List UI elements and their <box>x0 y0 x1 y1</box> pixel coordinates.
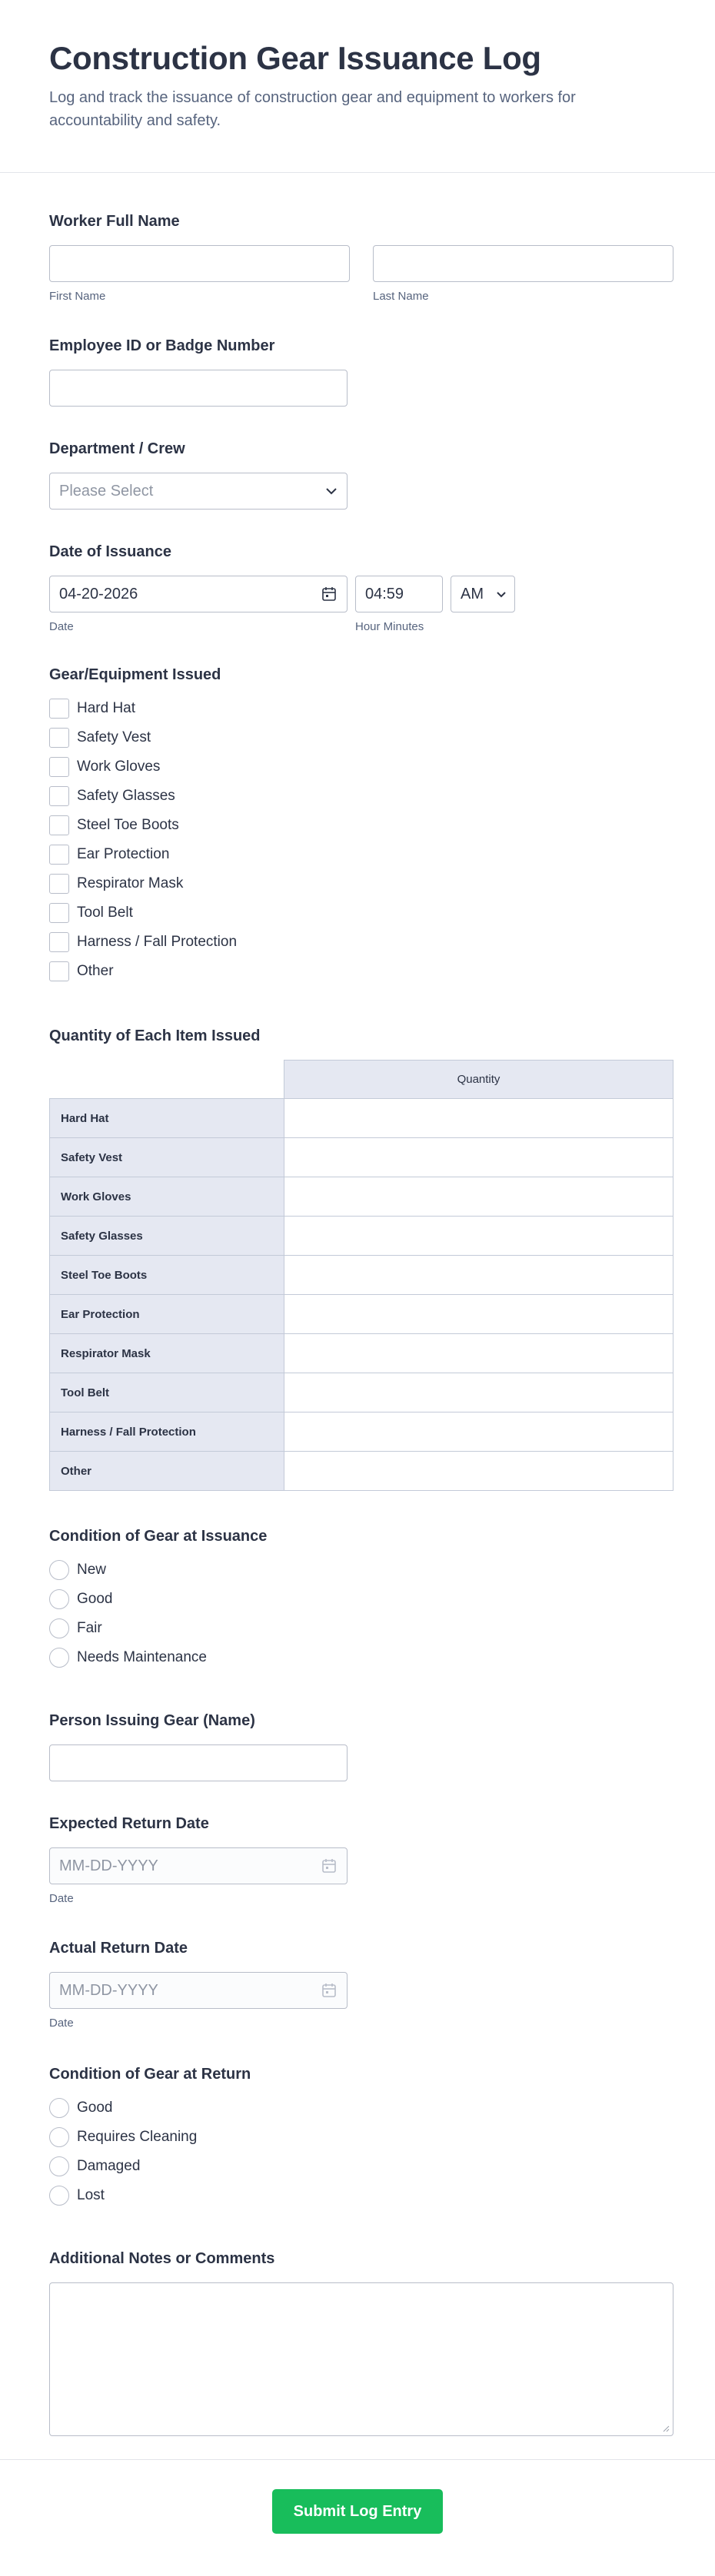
table-row <box>50 1217 673 1256</box>
actual-return-input[interactable] <box>49 1972 348 2009</box>
radio-label: Fair <box>77 1620 102 1636</box>
department-select[interactable] <box>49 473 348 510</box>
gear-option-label: Work Gloves <box>77 759 161 775</box>
gear-option-label: Safety Glasses <box>77 788 175 804</box>
gear-option-label: Safety Vest <box>77 729 151 745</box>
first-name-sublabel: First Name <box>49 290 106 303</box>
gear-option[interactable] <box>49 752 715 782</box>
gear-option[interactable] <box>49 782 715 811</box>
quantity-field <box>49 1026 715 1491</box>
gear-option[interactable] <box>49 840 715 869</box>
quantity-input[interactable] <box>284 1373 673 1412</box>
radio[interactable] <box>49 2186 69 2206</box>
gear-option[interactable] <box>49 811 715 840</box>
gear-option-label: Tool Belt <box>77 905 133 921</box>
table-row <box>50 1412 673 1452</box>
checkbox[interactable] <box>49 932 69 952</box>
expected-return-input[interactable] <box>49 1847 348 1884</box>
checkbox[interactable] <box>49 757 69 777</box>
notes-textarea[interactable] <box>49 2282 673 2436</box>
radio[interactable] <box>49 2156 69 2176</box>
calendar-icon[interactable] <box>321 1982 338 1999</box>
quantity-input[interactable] <box>284 1099 673 1138</box>
gear-option[interactable] <box>49 928 715 957</box>
worker-name-label: Worker Full Name <box>49 213 180 230</box>
gear-option-label: Harness / Fall Protection <box>77 934 238 950</box>
gear-option[interactable] <box>49 898 715 928</box>
employee-id-input[interactable] <box>49 370 348 407</box>
department-label: Department / Crew <box>49 440 185 457</box>
condition-issuance-option[interactable] <box>49 1643 715 1672</box>
matrix-row-label: Respirator Mask <box>50 1334 284 1373</box>
gear-options <box>49 694 715 986</box>
radio[interactable] <box>49 1648 69 1668</box>
condition-issuance-field <box>49 1526 715 1672</box>
checkbox[interactable] <box>49 699 69 719</box>
ampm-select[interactable] <box>451 576 515 612</box>
resize-handle-icon[interactable] <box>662 2425 670 2432</box>
last-name-sublabel: Last Name <box>373 290 429 303</box>
ampm-value: AM <box>461 585 484 603</box>
expected-return-sublabel: Date <box>49 1892 74 1905</box>
condition-issuance-option[interactable] <box>49 1585 715 1614</box>
matrix-row-label: Tool Belt <box>50 1373 284 1412</box>
issuer-field <box>49 1711 715 1781</box>
matrix-corner <box>50 1061 284 1099</box>
gear-field <box>49 665 715 986</box>
actual-return-placeholder: MM-DD-YYYY <box>59 1981 158 1999</box>
form-footer <box>0 2459 715 2534</box>
matrix-row-label: Ear Protection <box>50 1295 284 1334</box>
radio[interactable] <box>49 2127 69 2147</box>
employee-id-label: Employee ID or Badge Number <box>49 337 275 354</box>
issuance-date-field <box>49 542 715 634</box>
table-row <box>50 1099 673 1138</box>
department-placeholder: Please Select <box>59 482 154 500</box>
expected-return-placeholder: MM-DD-YYYY <box>59 1857 158 1874</box>
checkbox[interactable] <box>49 728 69 748</box>
expected-return-field <box>49 1814 715 1906</box>
gear-label: Gear/Equipment Issued <box>49 666 221 683</box>
quantity-label: Quantity of Each Item Issued <box>49 1027 261 1044</box>
quantity-input[interactable] <box>284 1412 673 1452</box>
matrix-row-label: Work Gloves <box>50 1177 284 1217</box>
issuance-date-value: 04-20-2026 <box>59 585 138 603</box>
employee-id-field <box>49 336 715 407</box>
notes-label: Additional Notes or Comments <box>49 2250 275 2267</box>
condition-return-label: Condition of Gear at Return <box>49 2066 251 2083</box>
form-title: Construction Gear Issuance Log <box>49 40 541 76</box>
quantity-matrix <box>49 1060 673 1491</box>
quantity-input[interactable] <box>284 1295 673 1334</box>
calendar-icon[interactable] <box>321 1857 338 1874</box>
radio-label: Lost <box>77 2187 105 2203</box>
expected-return-label: Expected Return Date <box>49 1815 209 1832</box>
checkbox[interactable] <box>49 874 69 894</box>
issuance-date-sublabel: Date <box>49 620 74 633</box>
condition-return-option[interactable] <box>49 2152 715 2181</box>
checkbox[interactable] <box>49 903 69 923</box>
gear-option-label: Other <box>77 963 114 979</box>
issuance-time-value: 04:59 <box>365 585 404 603</box>
condition-issuance-option[interactable] <box>49 1614 715 1643</box>
radio-label: Good <box>77 2100 113 2116</box>
matrix-row-label: Safety Vest <box>50 1138 284 1177</box>
matrix-row-label: Other <box>50 1452 284 1491</box>
radio[interactable] <box>49 2098 69 2118</box>
last-name-input[interactable] <box>373 245 673 282</box>
submit-button[interactable]: Submit Log Entry <box>272 2489 443 2534</box>
matrix-row-label: Harness / Fall Protection <box>50 1412 284 1452</box>
condition-issuance-label: Condition of Gear at Issuance <box>49 1528 268 1545</box>
quantity-input[interactable] <box>284 1138 673 1177</box>
quantity-input[interactable] <box>284 1256 673 1295</box>
condition-return-field <box>49 2064 715 2210</box>
table-row <box>50 1256 673 1295</box>
matrix-column-header: Quantity <box>284 1061 673 1099</box>
gear-option[interactable] <box>49 957 715 986</box>
table-row <box>50 1177 673 1217</box>
form-body <box>0 211 715 2436</box>
condition-issuance-option[interactable] <box>49 1555 715 1585</box>
form-header <box>0 0 715 173</box>
matrix-row-label: Hard Hat <box>50 1099 284 1138</box>
matrix-row-label: Safety Glasses <box>50 1217 284 1256</box>
issuance-time-input[interactable] <box>355 576 443 612</box>
quantity-input[interactable] <box>284 1217 673 1256</box>
checkbox[interactable] <box>49 815 69 835</box>
radio[interactable] <box>49 1560 69 1580</box>
department-field <box>49 439 715 510</box>
condition-return-option[interactable] <box>49 2181 715 2210</box>
issuance-date-input[interactable] <box>49 576 348 612</box>
radio-label: New <box>77 1562 107 1578</box>
radio-label: Needs Maintenance <box>77 1649 207 1665</box>
gear-option[interactable] <box>49 694 715 723</box>
condition-return-option[interactable] <box>49 2123 715 2152</box>
issuer-label: Person Issuing Gear (Name) <box>49 1712 255 1729</box>
issuance-time-sublabel: Hour Minutes <box>355 620 424 633</box>
checkbox[interactable] <box>49 845 69 865</box>
condition-return-option[interactable] <box>49 2093 715 2123</box>
quantity-input[interactable] <box>284 1177 673 1217</box>
gear-option-label: Respirator Mask <box>77 875 184 891</box>
gear-option[interactable] <box>49 723 715 752</box>
table-row <box>50 1295 673 1334</box>
actual-return-sublabel: Date <box>49 2017 74 2030</box>
gear-option-label: Ear Protection <box>77 846 170 862</box>
checkbox[interactable] <box>49 961 69 981</box>
table-row <box>50 1138 673 1177</box>
gear-option[interactable] <box>49 869 715 898</box>
checkbox[interactable] <box>49 786 69 806</box>
quantity-input[interactable] <box>284 1452 673 1491</box>
table-row <box>50 1452 673 1491</box>
radio[interactable] <box>49 1589 69 1609</box>
matrix-row-label: Steel Toe Boots <box>50 1256 284 1295</box>
table-row <box>50 1334 673 1373</box>
chevron-down-icon <box>325 487 338 495</box>
first-name-input[interactable] <box>49 245 350 282</box>
chevron-down-icon <box>496 591 507 598</box>
radio-label: Good <box>77 1591 113 1607</box>
table-row <box>50 1373 673 1412</box>
form-description: Log and track the issuance of construction gear and equipment to workers for accountability and safety. <box>49 89 576 129</box>
calendar-icon[interactable] <box>321 586 338 603</box>
radio-label: Damaged <box>77 2158 141 2174</box>
worker-name-field <box>49 211 715 304</box>
quantity-input[interactable] <box>284 1334 673 1373</box>
gear-option-label: Steel Toe Boots <box>77 817 179 833</box>
actual-return-label: Actual Return Date <box>49 1940 188 1957</box>
issuer-input[interactable] <box>49 1744 348 1781</box>
issuance-date-label: Date of Issuance <box>49 543 171 560</box>
actual-return-field <box>49 1938 715 2030</box>
radio[interactable] <box>49 1618 69 1638</box>
notes-field <box>49 2249 715 2436</box>
radio-label: Requires Cleaning <box>77 2129 198 2145</box>
gear-option-label: Hard Hat <box>77 700 136 716</box>
